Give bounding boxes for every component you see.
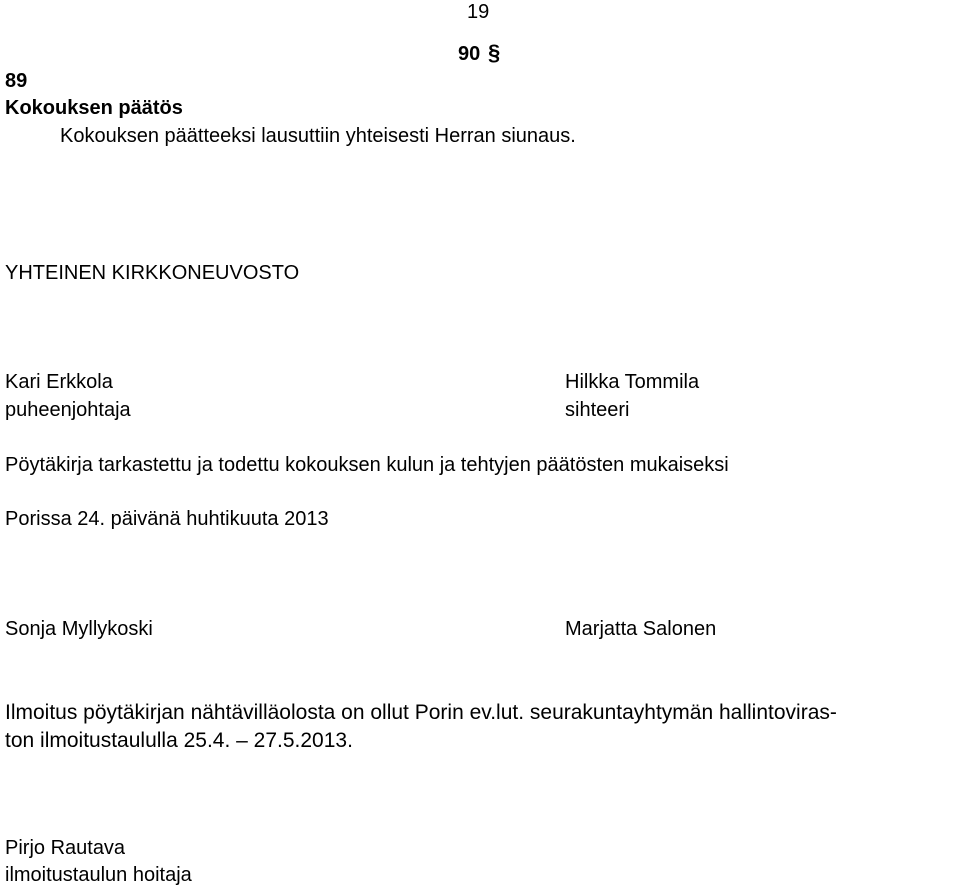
item-title: Kokouksen päätös bbox=[5, 97, 183, 119]
chair-name: Kari Erkkola bbox=[5, 371, 113, 393]
secretary-role: sihteeri bbox=[565, 399, 630, 421]
item-number: 89 bbox=[5, 70, 28, 92]
notice-signer-name: Pirjo Rautava bbox=[5, 837, 126, 859]
secretary-name: Hilkka Tommila bbox=[565, 371, 700, 393]
item-body: Kokouksen päätteeksi lausuttiin yhteisesti Herran siunaus. bbox=[60, 125, 576, 147]
reviewer-1-name: Sonja Myllykoski bbox=[5, 618, 153, 640]
section-number: 90 bbox=[458, 43, 481, 65]
notice-line-2: ton ilmoitustaululla 25.4. – 27.5.2013. bbox=[5, 729, 353, 752]
review-place-date: Porissa 24. päivänä huhtikuuta 2013 bbox=[5, 508, 329, 530]
body-name: YHTEINEN KIRKKONEUVOSTO bbox=[5, 262, 300, 284]
section-symbol: § bbox=[488, 40, 501, 65]
notice-line-1: Ilmoitus pöytäkirjan nähtävilläolosta on ollut Porin ev.lut. seurakuntayhtymän hallintoviras- bbox=[5, 701, 837, 724]
page-number: 19 bbox=[467, 1, 490, 23]
reviewer-2-name: Marjatta Salonen bbox=[565, 618, 717, 640]
chair-role: puheenjohtaja bbox=[5, 399, 131, 421]
notice-signer-role: ilmoitustaulun hoitaja bbox=[5, 864, 192, 886]
review-statement: Pöytäkirja tarkastettu ja todettu kokouksen kulun ja tehtyjen päätösten mukaiseksi bbox=[5, 454, 729, 476]
